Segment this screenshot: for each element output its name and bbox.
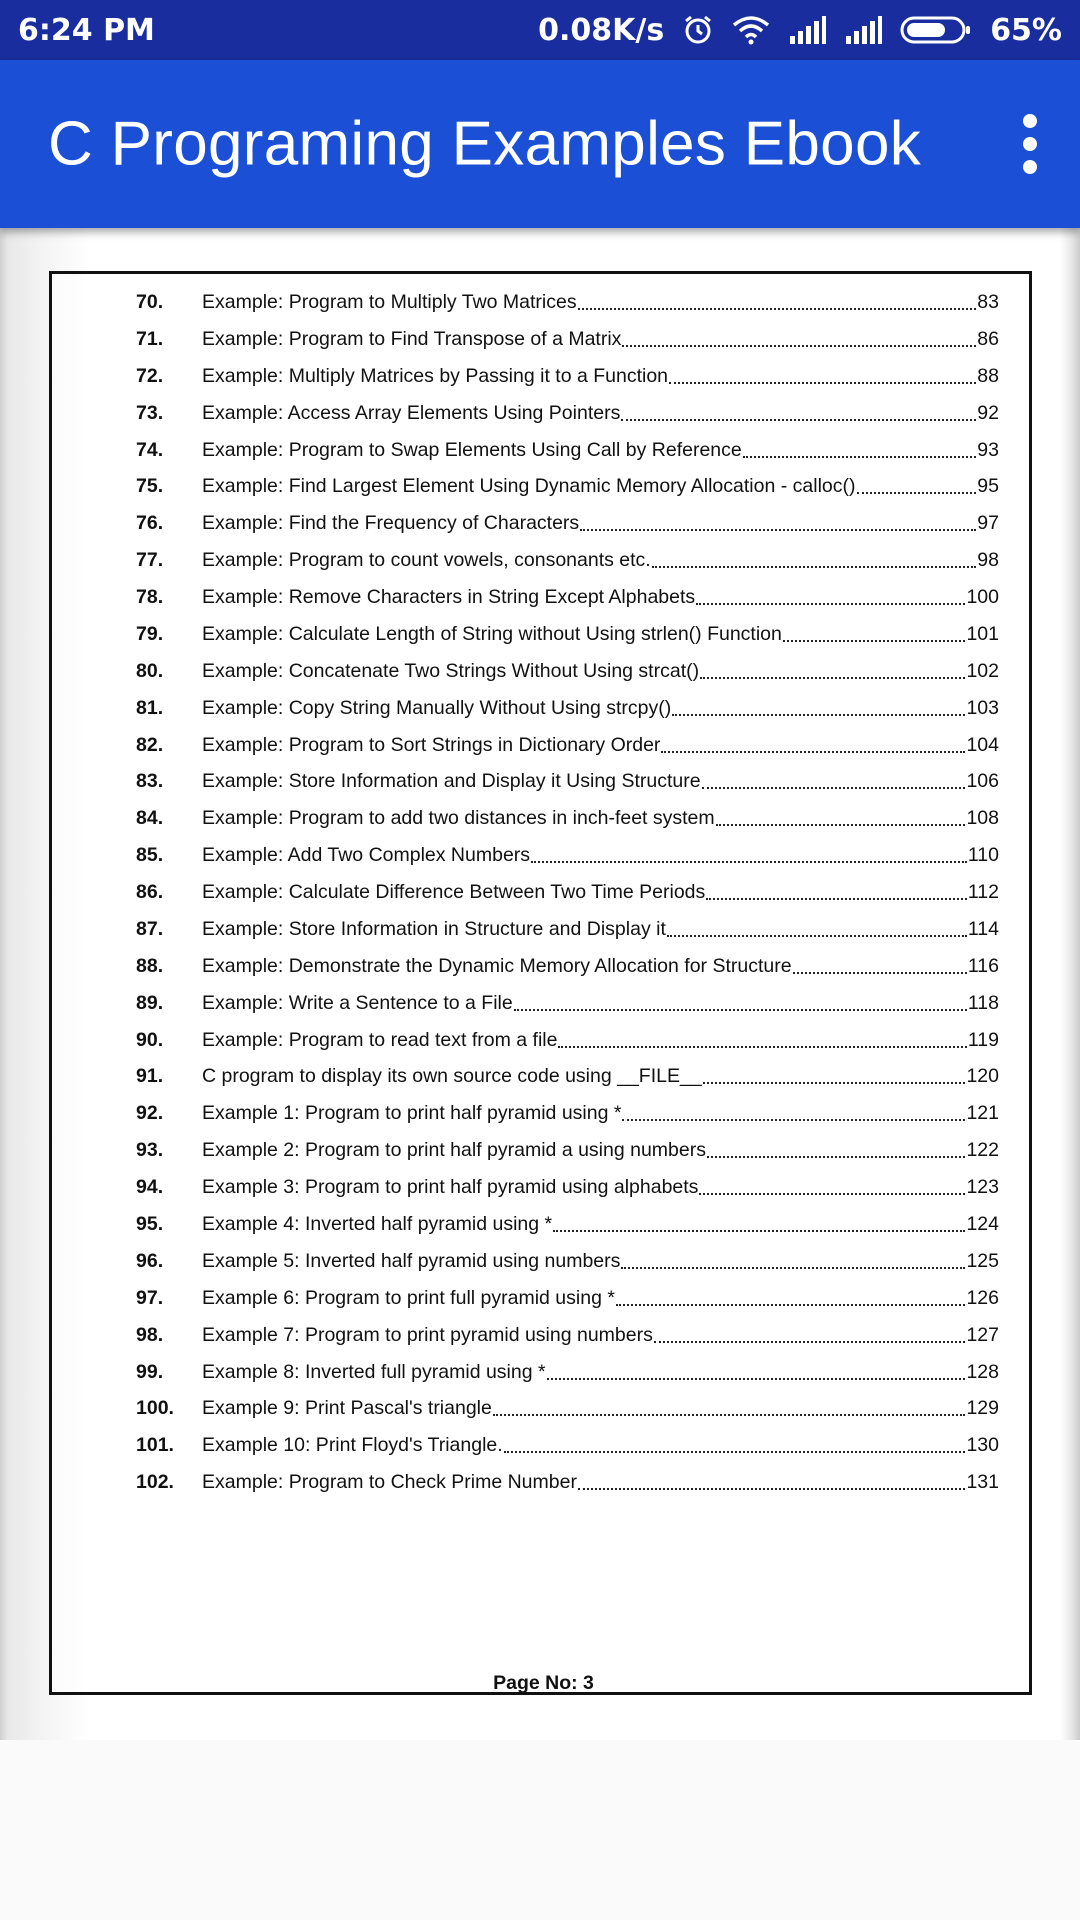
network-speed: 0.08K/s [538, 12, 665, 48]
toc-entry [202, 837, 999, 873]
toc-entry [202, 321, 999, 357]
toc-leader-dots [622, 345, 976, 347]
toc-page-number: 97 [977, 512, 999, 535]
toc-entry [202, 358, 999, 394]
toc-page-number: 88 [977, 364, 999, 387]
toc-page-number: 104 [966, 733, 999, 756]
toc-row[interactable] [52, 653, 1035, 689]
toc-entry [202, 1022, 999, 1058]
toc-row[interactable] [52, 505, 1035, 541]
toc-entry [202, 505, 999, 541]
toc-title: Example: Copy String Manually Without Using strcpy() [202, 696, 672, 719]
toc-number: 77. [136, 549, 164, 572]
toc-leader-dots [702, 787, 966, 789]
toc-page-number: 128 [966, 1360, 999, 1383]
toc-entry [202, 1354, 999, 1390]
toc-row[interactable] [52, 800, 1035, 836]
toc-leader-dots [857, 492, 977, 494]
toc-number: 81. [136, 696, 164, 719]
toc-title: Example 10: Print Floyd's Triangle. [202, 1434, 503, 1457]
toc-number: 83. [136, 770, 164, 793]
toc-leader-dots [621, 419, 976, 421]
toc-entry [202, 1464, 999, 1500]
toc-number: 89. [136, 991, 164, 1014]
toc-page-number: 106 [966, 770, 999, 793]
toc-page-number: 108 [966, 807, 999, 830]
alarm-icon [682, 14, 714, 46]
toc-entry [202, 1058, 999, 1094]
toc-entry [202, 542, 999, 578]
toc-row[interactable] [52, 690, 1035, 726]
toc-entry [202, 1132, 999, 1168]
toc-number: 98. [136, 1323, 164, 1346]
toc-title: Example: Find the Frequency of Characters [202, 512, 580, 535]
toc-row[interactable] [52, 1354, 1035, 1390]
toc-number: 88. [136, 954, 164, 977]
toc-number: 102. [136, 1471, 174, 1494]
toc-row[interactable] [52, 837, 1035, 873]
toc-row[interactable] [52, 874, 1035, 910]
toc-number: 76. [136, 512, 164, 535]
toc-leader-dots [493, 1414, 966, 1416]
toc-title: C program to display its own source code using __FILE__ [202, 1065, 702, 1088]
toc-row[interactable] [52, 1427, 1035, 1463]
toc-number: 96. [136, 1249, 164, 1272]
signal-icon [788, 16, 826, 44]
toc-entry [202, 763, 999, 799]
menu-dot [1023, 160, 1037, 174]
toc-leader-dots [672, 714, 965, 716]
toc-row[interactable] [52, 395, 1035, 431]
toc-page-number: 118 [967, 991, 999, 1014]
toc-leader-dots [654, 1341, 966, 1343]
toc-leader-dots [706, 898, 967, 900]
toc-title: Example: Program to add two distances in inch-feet system [202, 807, 715, 830]
toc-row[interactable] [52, 1206, 1035, 1242]
toc-title: Example 9: Print Pascal's triangle [202, 1397, 492, 1420]
toc-entry [202, 395, 999, 431]
toc-entry [202, 1317, 999, 1353]
toc-entry [202, 1206, 999, 1242]
toc-leader-dots [696, 603, 965, 605]
toc-row[interactable] [52, 1169, 1035, 1205]
toc-entry [202, 1390, 999, 1426]
toc-number: 84. [136, 807, 164, 830]
toc-entry [202, 432, 999, 468]
toc-entry [202, 616, 999, 652]
status-time: 6:24 PM [18, 12, 155, 48]
toc-entry [202, 985, 999, 1021]
toc-row[interactable] [52, 616, 1035, 652]
toc-row[interactable] [52, 1095, 1035, 1131]
toc-row[interactable] [52, 358, 1035, 394]
toc-page-number: 101 [966, 622, 999, 645]
toc-entry [202, 468, 999, 504]
toc-title: Example: Calculate Length of String without Using strlen() Function [202, 622, 782, 645]
toc-entry [202, 653, 999, 689]
toc-page-number: 131 [966, 1471, 999, 1494]
toc-title: Example: Program to Multiply Two Matrices [202, 291, 577, 313]
toc-page-number: 103 [966, 696, 999, 719]
toc-page-number: 86 [977, 327, 999, 350]
toc-page-number: 112 [967, 881, 999, 904]
toc-leader-dots [547, 1378, 966, 1380]
toc-row[interactable] [52, 1022, 1035, 1058]
toc-number: 79. [136, 622, 164, 645]
toc-page-number: 110 [967, 844, 999, 867]
toc-number: 94. [136, 1176, 164, 1199]
page-number: Page No: 3 [493, 1672, 594, 1694]
toc-row[interactable] [52, 1317, 1035, 1353]
toc-row[interactable] [52, 727, 1035, 763]
toc-leader-dots [669, 382, 976, 384]
toc-title: Example 3: Program to print half pyramid using alphabets [202, 1176, 699, 1199]
toc-title: Example: Access Array Elements Using Pointers [202, 401, 621, 424]
toc-number: 101. [136, 1434, 174, 1457]
toc-title: Example: Add Two Complex Numbers [202, 844, 531, 867]
toc-page-number: 120 [966, 1065, 999, 1088]
toc-page-number: 127 [966, 1323, 999, 1346]
toc-entry [202, 1280, 999, 1316]
toc-leader-dots [553, 1230, 965, 1232]
toc-title: Example 7: Program to print pyramid using numbers [202, 1323, 653, 1346]
toc-page-number: 92 [977, 401, 999, 424]
toc-page-number: 129 [966, 1397, 999, 1420]
toc-page-number: 123 [966, 1176, 999, 1199]
toc-title: Example: Program to count vowels, consonants etc. [202, 549, 651, 572]
toc-entry [202, 1095, 999, 1131]
toc-title: Example: Multiply Matrices by Passing it to a Function [202, 364, 669, 387]
toc-title: Example 6: Program to print full pyramid using * [202, 1286, 615, 1309]
toc-leader-dots [578, 308, 977, 310]
signal-icon [844, 16, 882, 44]
toc-page-number: 121 [966, 1102, 999, 1125]
toc-title: Example: Calculate Difference Between Two Time Periods [202, 881, 706, 904]
toc-leader-dots [716, 824, 966, 826]
toc-leader-dots [699, 1193, 965, 1195]
toc-page-number: 125 [966, 1249, 999, 1272]
toc-row[interactable] [52, 1058, 1035, 1094]
battery-icon [900, 15, 972, 45]
toc-number: 73. [136, 401, 164, 424]
more-vert-icon[interactable] [1010, 114, 1050, 174]
toc-leader-dots [703, 1082, 966, 1084]
toc-page-number: 114 [967, 917, 999, 940]
toc-title: Example: Write a Sentence to a File [202, 991, 513, 1014]
toc-title: Example 8: Inverted full pyramid using * [202, 1360, 546, 1383]
toc-leader-dots [504, 1451, 966, 1453]
toc-title: Example: Find Largest Element Using Dynamic Memory Allocation - calloc() [202, 475, 856, 498]
toc-title: Example: Remove Characters in String Except Alphabets [202, 586, 696, 609]
toc-entry [202, 1169, 999, 1205]
toc-title: Example: Program to read text from a file [202, 1028, 558, 1051]
toc-page-number: 102 [966, 659, 999, 682]
toc-title: Example: Program to Swap Elements Using Call by Reference [202, 438, 742, 461]
toc-number: 75. [136, 475, 164, 498]
toc-row[interactable] [52, 1132, 1035, 1168]
toc-row[interactable] [52, 1243, 1035, 1279]
toc-title: Example: Demonstrate the Dynamic Memory Allocation for Structure [202, 954, 792, 977]
pdf-viewer[interactable] [0, 228, 1080, 1740]
toc-page-number: 122 [966, 1139, 999, 1162]
toc-entry [202, 948, 999, 984]
toc-leader-dots [661, 751, 965, 753]
toc-row[interactable] [52, 432, 1035, 468]
toc-number: 78. [136, 586, 164, 609]
toc-title: Example: Program to Find Transpose of a Matrix [202, 327, 622, 350]
toc-leader-dots [652, 566, 977, 568]
toc-title: Example 2: Program to print half pyramid a using numbers [202, 1139, 706, 1162]
toc-number: 91. [136, 1065, 164, 1088]
toc-number: 92. [136, 1102, 164, 1125]
toc-number: 82. [136, 733, 164, 756]
toc-leader-dots [580, 529, 976, 531]
toc-title: Example: Concatenate Two Strings Without Using strcat() [202, 659, 700, 682]
pdf-page[interactable] [49, 271, 1032, 1695]
toc-page-number: 130 [966, 1434, 999, 1457]
toc-title: Example 1: Program to print half pyramid using * [202, 1102, 622, 1125]
toc-title: Example: Program to Sort Strings in Dictionary Order [202, 733, 661, 756]
toc-number: 97. [136, 1286, 164, 1309]
toc-page-number: 124 [966, 1213, 999, 1235]
toc-row[interactable] [52, 468, 1035, 504]
toc-number: 71. [136, 327, 164, 350]
toc-leader-dots [621, 1267, 965, 1269]
toc-entry [202, 1243, 999, 1279]
toc-number: 90. [136, 1028, 164, 1051]
toc-leader-dots [514, 1009, 967, 1011]
wifi-icon [732, 15, 770, 45]
toc-entry [202, 1427, 999, 1463]
toc-leader-dots [793, 972, 967, 974]
toc-page-number: 98 [977, 549, 999, 572]
toc-page-number: 126 [966, 1286, 999, 1309]
toc-row[interactable] [52, 985, 1035, 1021]
toc-title: Example: Store Information in Structure and Display it [202, 917, 666, 940]
toc-leader-dots [707, 1156, 965, 1158]
toc-row[interactable] [52, 579, 1035, 615]
toc-leader-dots [783, 640, 966, 642]
toc-leader-dots [700, 677, 965, 679]
toc-page-number: 116 [967, 954, 999, 977]
toc-page-number: 119 [967, 1028, 999, 1051]
toc-row[interactable] [52, 321, 1035, 357]
toc-number: 86. [136, 881, 164, 904]
toc-leader-dots [578, 1488, 965, 1490]
menu-dot [1023, 114, 1037, 128]
toc-entry [202, 800, 999, 836]
toc-leader-dots [622, 1119, 965, 1121]
toc-leader-dots [667, 935, 967, 937]
toc-entry [202, 690, 999, 726]
toc-page-number: 95 [977, 475, 999, 498]
toc-page-number: 100 [966, 586, 999, 609]
toc-row[interactable] [52, 284, 1035, 320]
toc-entry [202, 911, 999, 947]
toc-number: 72. [136, 364, 164, 387]
toc-entry [202, 284, 999, 320]
toc-number: 87. [136, 917, 164, 940]
toc-row[interactable] [52, 1390, 1035, 1426]
toc-title: Example: Store Information and Display it Using Structure [202, 770, 701, 793]
toc-leader-dots [743, 456, 977, 458]
toc-row[interactable] [52, 911, 1035, 947]
toc-row[interactable] [52, 542, 1035, 578]
toc-number: 70. [136, 291, 164, 313]
app-bar [0, 60, 1080, 228]
toc-number: 95. [136, 1213, 164, 1235]
toc-number: 100. [136, 1397, 174, 1420]
status-icons [538, 13, 1062, 48]
toc-number: 85. [136, 844, 164, 867]
status-bar [0, 0, 1080, 60]
toc-title: Example 4: Inverted half pyramid using * [202, 1213, 553, 1235]
toc-title: Example: Program to Check Prime Number [202, 1471, 577, 1494]
toc-title: Example 5: Inverted half pyramid using numbers [202, 1249, 621, 1272]
app-title: C Programing Examples Ebook [48, 109, 922, 179]
toc-page-number: 83 [977, 291, 999, 313]
toc-number: 80. [136, 659, 164, 682]
toc-row[interactable] [52, 763, 1035, 799]
menu-dot [1023, 137, 1037, 151]
toc-entry [202, 579, 999, 615]
toc-number: 93. [136, 1139, 164, 1162]
battery-percent: 65% [990, 12, 1062, 48]
toc-leader-dots [616, 1304, 966, 1306]
toc-row[interactable] [52, 948, 1035, 984]
toc-number: 99. [136, 1360, 164, 1383]
toc-entry [202, 727, 999, 763]
toc-entry [202, 874, 999, 910]
toc-row[interactable] [52, 1280, 1035, 1316]
toc-number: 74. [136, 438, 164, 461]
toc-row[interactable] [52, 1464, 1035, 1500]
toc-leader-dots [558, 1046, 966, 1048]
toc-leader-dots [531, 861, 967, 863]
toc-page-number: 93 [977, 438, 999, 461]
